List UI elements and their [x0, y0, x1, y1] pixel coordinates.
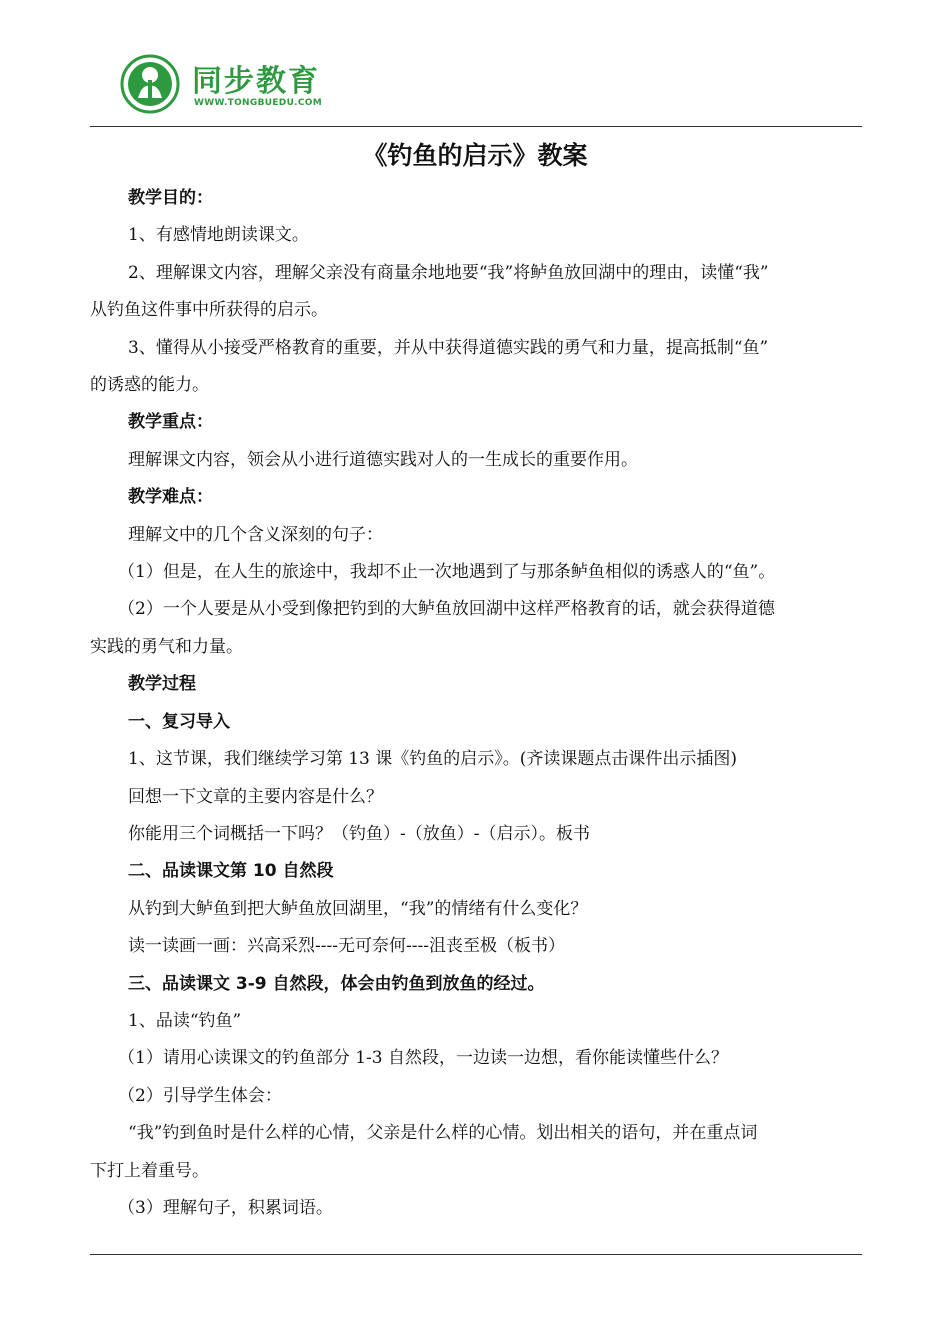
- document-body: [90, 180, 862, 1227]
- section-heading: 教学过程: [128, 674, 196, 695]
- paragraph-line: 2、理解课文内容，理解父亲没有商量余地地要“我”将鲈鱼放回湖中的理由，读懂“我”: [128, 262, 769, 283]
- logo-url: WWW.TONGBUEDU.COM: [194, 98, 323, 108]
- paragraph-line: 下打上着重号。: [90, 1160, 209, 1181]
- paragraph-line: 1、有感情地朗读课文。: [128, 225, 309, 246]
- paragraph-line: 从钓鱼这件事中所获得的启示。: [90, 300, 328, 321]
- header-logo: [120, 48, 380, 118]
- paragraph-line: （1）请用心读课文的钓鱼部分 1-3 自然段，一边读一边想，看你能读懂些什么？: [118, 1048, 728, 1069]
- paragraph-line: （2）一个人要是从小受到像把钓到的大鲈鱼放回湖中这样严格教育的话，就会获得道德: [118, 599, 775, 620]
- paragraph-line: 回想一下文章的主要内容是什么？: [128, 786, 383, 807]
- page-title: 《钓鱼的启示》教案: [362, 141, 588, 170]
- section-heading: 教学目的：: [128, 188, 213, 208]
- paragraph-line: 理解课文内容，领会从小进行道德实践对人的一生成长的重要作用。: [128, 449, 638, 470]
- section-heading: 二、品读课文第 10 自然段: [128, 861, 334, 882]
- paragraph-line: （2）引导学生体会：: [118, 1085, 282, 1106]
- section-heading: 教学重点：: [128, 412, 213, 433]
- paragraph-line: 理解文中的几个含义深刻的句子：: [128, 524, 383, 545]
- paragraph-line: 的诱惑的能力。: [90, 375, 209, 396]
- paragraph-line: 3、懂得从小接受严格教育的重要，并从中获得道德实践的勇气和力量，提高抵制“鱼”: [128, 337, 769, 358]
- logo-emblem-icon: [120, 54, 180, 114]
- section-heading: 一、复习导入: [128, 711, 230, 732]
- paragraph-line: 实践的勇气和力量。: [90, 636, 243, 657]
- paragraph-line: 从钓到大鲈鱼到把大鲈鱼放回湖里，“我”的情绪有什么变化？: [128, 898, 588, 919]
- header-divider: [90, 126, 862, 127]
- paragraph-line: （3）理解句子，积累词语。: [118, 1197, 333, 1218]
- logo-name: 同步教育: [192, 64, 320, 99]
- section-heading: 三、品读课文 3-9 自然段，体会由钓鱼到放鱼的经过。: [128, 973, 545, 994]
- footer-divider: [90, 1254, 862, 1255]
- section-heading: 教学难点：: [128, 487, 213, 508]
- paragraph-line: 读一读画一画：兴高采烈----无可奈何----沮丧至极（板书）: [128, 936, 565, 957]
- paragraph-line: （1）但是，在人生的旅途中，我却不止一次地遇到了与那条鲈鱼相似的诱惑人的“鱼”。: [118, 562, 776, 583]
- paragraph-line: 你能用三个词概括一下吗？（钓鱼）-（放鱼）-（启示）。板书: [128, 823, 590, 844]
- paragraph-line: “我”钓到鱼时是什么样的心情，父亲是什么样的心情。划出相关的语句，并在重点词: [128, 1123, 758, 1144]
- paragraph-line: 1、这节课，我们继续学习第 13 课《钓鱼的启示》。(齐读课题点击课件出示插图): [128, 749, 738, 770]
- paragraph-line: 1、品读“钓鱼”: [128, 1010, 242, 1031]
